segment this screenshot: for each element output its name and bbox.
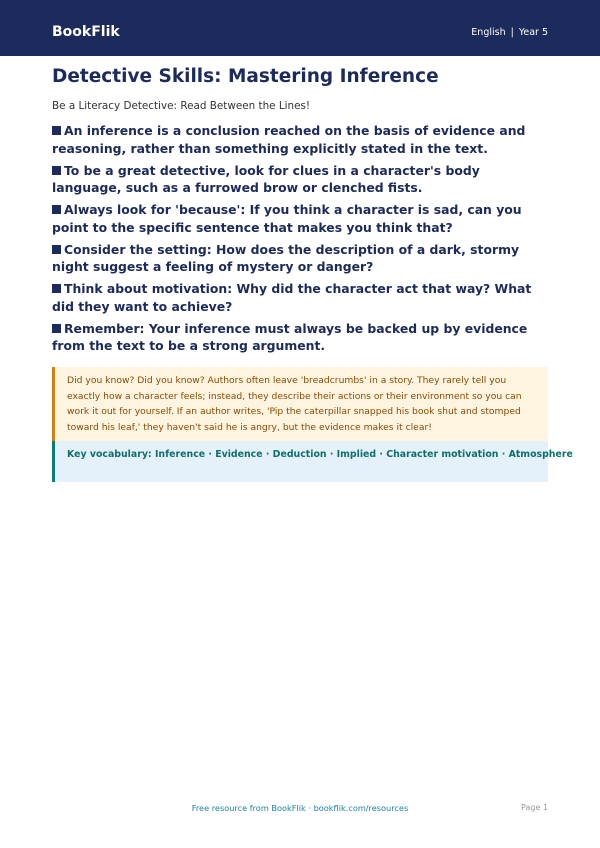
- subject-label: English: [471, 27, 506, 38]
- bullet-text: Always look for 'because': If you think a character is sad, can you point to the specific sentence that makes you think that?: [52, 202, 522, 235]
- page-footer: [0, 801, 600, 815]
- list-item: [52, 280, 552, 315]
- vocab-text: Key vocabulary: Inference · Evidence · Deduction · Implied · Character motivation · Atmosphere: [67, 449, 573, 460]
- list-item: [52, 320, 552, 355]
- bullet-text: Remember: Your inference must always be backed up by evidence from the text to be a strong argument.: [52, 320, 528, 353]
- page-subtitle: Be a Literacy Detective: Read Between the Lines!: [52, 100, 311, 112]
- bullet-list: [52, 122, 552, 359]
- bullet-text: An inference is a conclusion reached on the basis of evidence and reasoning, rather than something explicitly stated in the text.: [52, 123, 526, 156]
- list-item: [52, 122, 552, 157]
- square-bullet-icon: [52, 245, 61, 254]
- key-vocabulary-box: [52, 441, 573, 482]
- list-item: [52, 201, 552, 236]
- did-you-know-callout: [52, 367, 548, 441]
- square-bullet-icon: [52, 205, 61, 214]
- separator: |: [510, 27, 514, 38]
- list-item: [52, 162, 552, 197]
- bullet-text: Consider the setting: How does the description of a dark, stormy night suggest a feeling of mystery or danger?: [52, 241, 520, 274]
- square-bullet-icon: [52, 126, 61, 135]
- top-bar: [0, 0, 600, 56]
- bullet-text: Think about motivation: Why did the character act that way? What did they want to achieve?: [52, 281, 532, 314]
- page-number: Page 1: [521, 803, 548, 812]
- brand-logo[interactable]: BookFlik: [52, 24, 120, 40]
- list-item: [52, 241, 552, 276]
- footer-link[interactable]: Free resource from BookFlik · bookflik.com/resources: [191, 803, 409, 813]
- square-bullet-icon: [52, 166, 61, 175]
- square-bullet-icon: [52, 284, 61, 293]
- page-title: Detective Skills: Mastering Inference: [52, 66, 439, 87]
- bullet-text: To be a great detective, look for clues in a character's body language, such as a furrowed brow or clenched fists.: [52, 162, 480, 195]
- square-bullet-icon: [52, 324, 61, 333]
- subject-year-label: [471, 26, 548, 40]
- year-label: Year 5: [518, 27, 548, 38]
- callout-text: Did you know? Did you know? Authors often leave 'breadcrumbs' in a story. They rarely tell you exactly how a character feels; instead, they describe their actions or their environment so you can work it out for yourself. If an author writes, 'Pip the caterpillar snapped his book shut and stomped toward his leaf,' they haven't said he is angry, but the evidence makes it clear!: [67, 375, 522, 433]
